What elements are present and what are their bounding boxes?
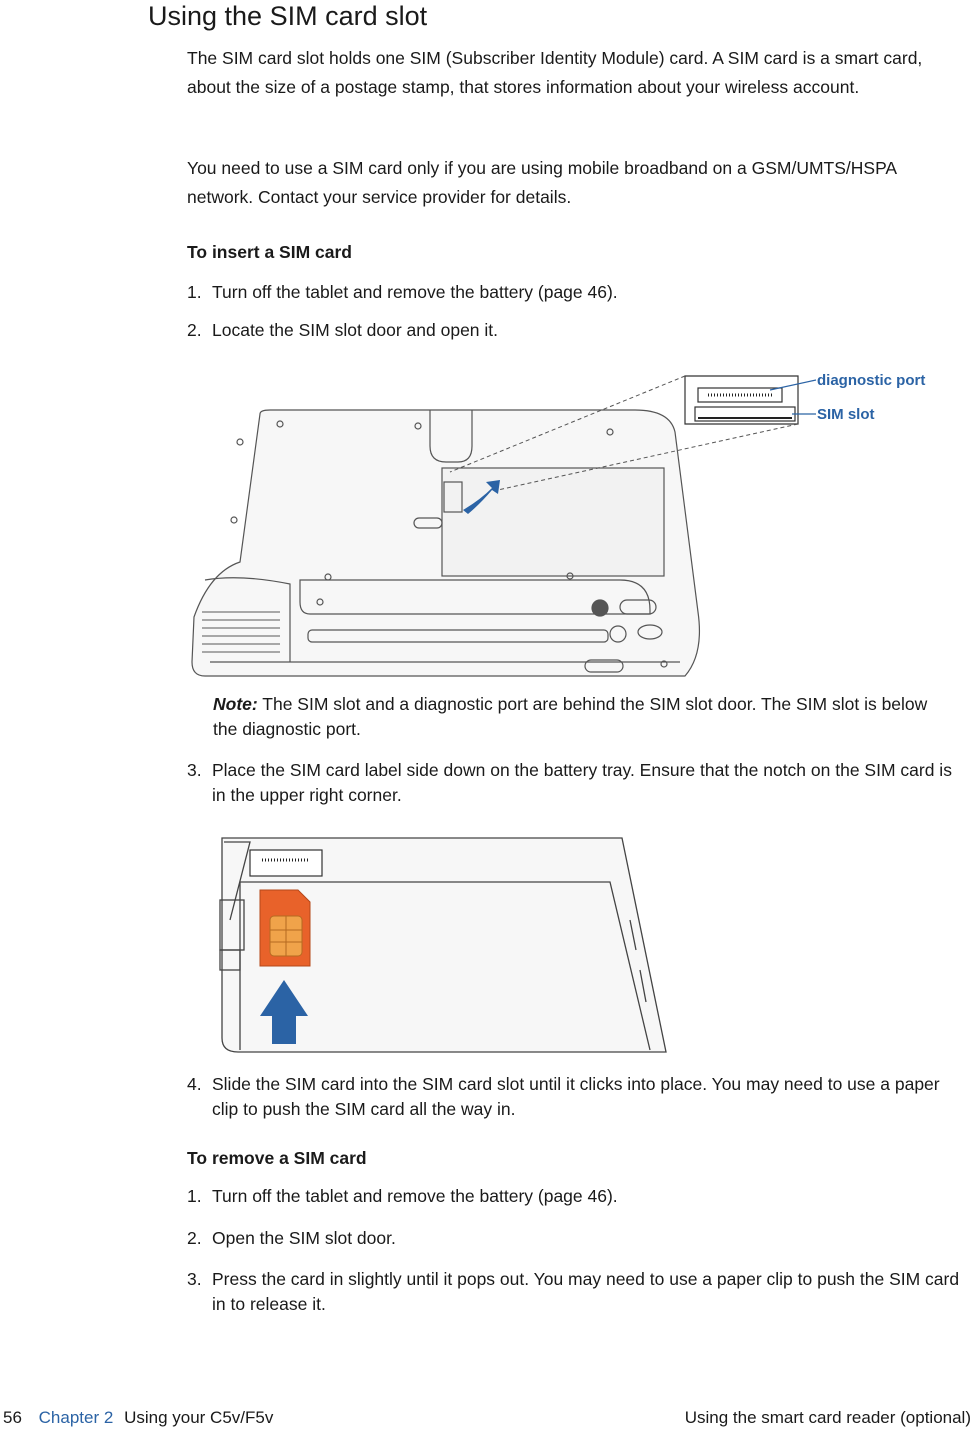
step-number: 2. [187,1228,202,1248]
step-number: 1. [187,1186,202,1206]
step-text: Locate the SIM slot door and open it. [212,320,499,340]
step-text: Turn off the tablet and remove the battery (page 46). [212,1186,618,1206]
step-number: 4. [187,1074,202,1094]
slot-detail-inset [685,376,798,424]
insert-step-3 [187,758,967,808]
intro-paragraph-1: The SIM card slot holds one SIM (Subscriber Identity Module) card. A SIM card is a smart card, about the size of a postage stamp, that stores information about your wireless account. [187,48,923,97]
note-text: The SIM slot and a diagnostic port are behind the SIM slot door. The SIM slot is below the diagnostic port. [213,694,928,739]
step-number: 3. [187,760,202,780]
tablet-body [192,410,699,676]
remove-step-1 [187,1184,967,1209]
insert-step-4 [187,1072,967,1122]
step-text: Place the SIM card label side down on the battery tray. Ensure that the notch on the SIM card is in the upper right corner. [212,760,952,805]
step-text: Open the SIM slot door. [212,1228,396,1248]
page-footer-left [3,1407,273,1429]
note-label: Note: [213,694,258,714]
sim-card-icon [260,890,310,966]
step-number: 2. [187,320,202,340]
insert-step-2 [187,318,967,343]
tablet-back-illustration [180,362,960,692]
section-title: Using the SIM card slot [148,1,428,31]
step-number: 1. [187,282,202,302]
footer-chapter: Chapter 2 [38,1408,114,1427]
footer-right-text: Using the smart card reader (optional) [684,1408,971,1427]
diagnostic-port-label: diagnostic port [817,372,926,389]
insert-heading: To insert a SIM card [187,242,352,262]
sim-slot-graphic [250,850,322,876]
insert-step-1 [187,280,967,305]
step-text: Slide the SIM card into the SIM card slot until it clicks into place. You may need to use a paper clip to push the SIM card all the way in. [212,1074,940,1119]
remove-step-2 [187,1226,967,1251]
footer-chapter-title: Using your C5v/F5v [124,1408,274,1427]
page-number: 56 [3,1408,22,1427]
sim-tray-illustration [210,830,680,1058]
step-number: 3. [187,1269,202,1289]
remove-step-3 [187,1267,967,1317]
remove-heading: To remove a SIM card [187,1148,367,1168]
intro-paragraph-2: You need to use a SIM card only if you are using mobile broadband on a GSM/UMTS/HSPA network. Contact your service provider for details. [187,158,897,207]
step-text: Turn off the tablet and remove the battery (page 46). [212,282,618,302]
note [213,692,953,742]
sim-slot-label: SIM slot [817,406,875,423]
step-text: Press the card in slightly until it pops out. You may need to use a paper clip to push the SIM card in to release it. [212,1269,960,1314]
